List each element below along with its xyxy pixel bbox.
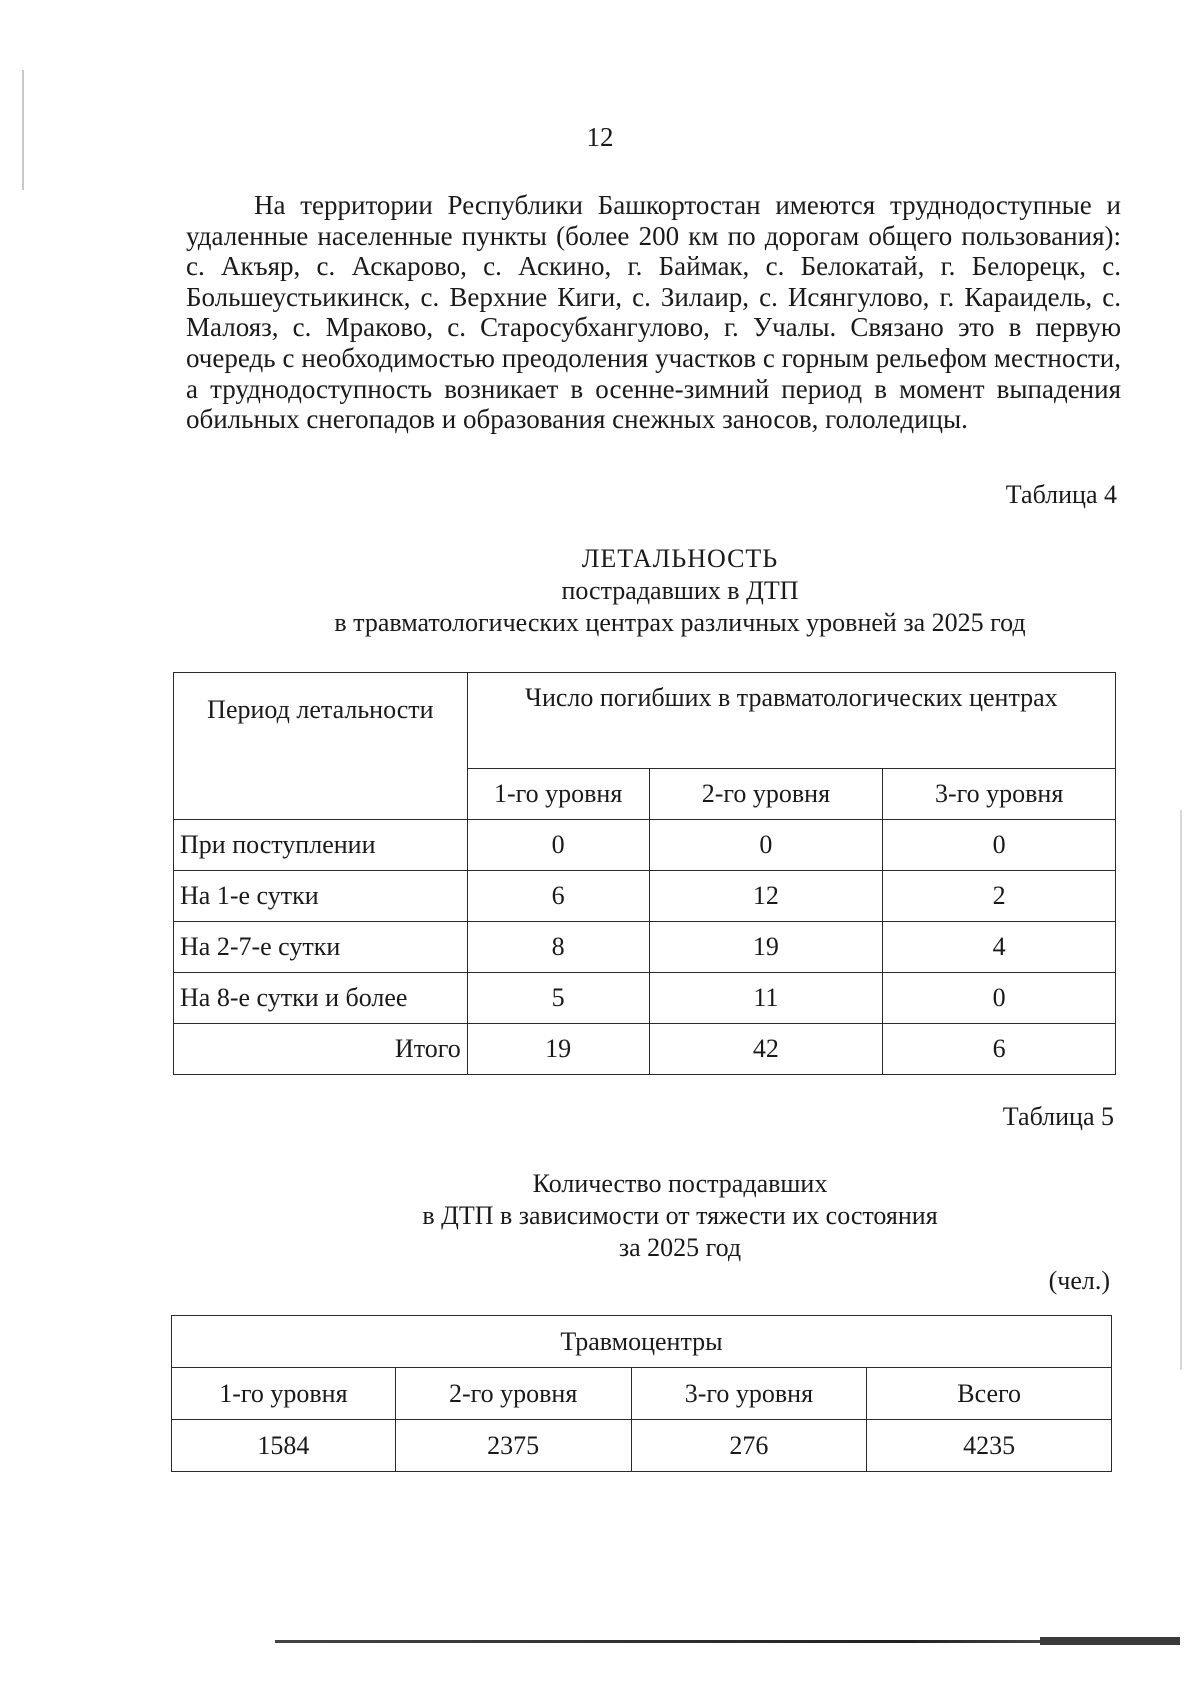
- lethality-table: [173, 672, 1116, 1075]
- header-level2: 2-го уровня: [649, 769, 883, 820]
- header-period: Период летальности: [174, 673, 468, 820]
- body-paragraph: На территории Республики Башкортостан имеются труднодоступные и удаленные населенные пункты (более 200 км по дорогам общего пользования): с. Акъяр, с. Аскарово, с. Аскино, г. Баймак, с. Белокатай, г. Белорецк, с. Большеустьикинск, с. Верхние Киги, с. Зилаир, с. Исянгулово, г. Караидель, с. Малояз, с. Мраково, с. Старосубхангулово, г. Учалы. Связано это в первую очередь с необходимостью преодоления участков с горным рельефом местности, а труднодоступность возникает в осенне-зимний период в момент выпадения обильных снегопадов и образования снежных заносов, гололедицы.: [186, 190, 1121, 435]
- cell-level1: 5: [467, 973, 649, 1024]
- row-label: На 2-7-е сутки: [174, 922, 468, 973]
- injured-count-table: [171, 1315, 1112, 1472]
- table4-caption: [80, 543, 1200, 639]
- cell-level2: 11: [649, 973, 883, 1024]
- header-trauma-centers: Травмоцентры: [172, 1316, 1112, 1368]
- cell-level3: 0: [883, 973, 1116, 1024]
- page-number: 12: [586, 122, 614, 152]
- cell-level2: 2375: [395, 1420, 631, 1472]
- table4-caption-title: ЛЕТАЛЬНОСТЬ: [581, 544, 779, 573]
- table-subheader-row: [172, 1368, 1112, 1420]
- table4-caption-line2: пострадавших в ДТП: [561, 576, 799, 605]
- cell-level1: 8: [467, 922, 649, 973]
- row-label: На 8-е сутки и более: [174, 973, 468, 1024]
- header-level3: 3-го уровня: [883, 769, 1116, 820]
- cell-level3: 0: [883, 820, 1116, 871]
- table-header-row: [174, 673, 1116, 769]
- cell-level3: 4: [883, 922, 1116, 973]
- table-row: [172, 1420, 1112, 1472]
- cell-level2: 12: [649, 871, 883, 922]
- total-level3: 6: [883, 1024, 1116, 1075]
- table4-label: Таблица 4: [1005, 480, 1117, 509]
- table4-caption-line3: в травматологических центрах различных уровней за 2025 год: [334, 608, 1026, 637]
- unit-note: (чел.): [1048, 1266, 1110, 1295]
- cell-level3: 2: [883, 871, 1116, 922]
- table5-caption-line3: за 2025 год: [618, 1233, 742, 1262]
- total-level2: 42: [649, 1024, 883, 1075]
- table-row: [174, 922, 1116, 973]
- table-row: [174, 973, 1116, 1024]
- total-label: Итого: [174, 1024, 468, 1075]
- table5-caption: [80, 1168, 1200, 1264]
- header-total: Всего: [867, 1368, 1112, 1420]
- scan-edge-right: [1180, 810, 1182, 1370]
- header-deaths-group: Число погибших в травматологических центрах: [467, 673, 1115, 769]
- header-level2: 2-го уровня: [395, 1368, 631, 1420]
- bottom-rule-bold: [1040, 1637, 1180, 1645]
- table5-label: Таблица 5: [1002, 1102, 1114, 1131]
- cell-level2: 19: [649, 922, 883, 973]
- table5-caption-line1: Количество пострадавших: [532, 1169, 828, 1198]
- cell-level1: 6: [467, 871, 649, 922]
- header-level1: 1-го уровня: [172, 1368, 396, 1420]
- total-level1: 19: [467, 1024, 649, 1075]
- table-header-row: [172, 1316, 1112, 1368]
- cell-total: 4235: [867, 1420, 1112, 1472]
- cell-level1: 1584: [172, 1420, 396, 1472]
- row-label: При поступлении: [174, 820, 468, 871]
- cell-level2: 0: [649, 820, 883, 871]
- table-row: [174, 871, 1116, 922]
- header-level3: 3-го уровня: [631, 1368, 867, 1420]
- table5-caption-line2: в ДТП в зависимости от тяжести их состояния: [422, 1201, 938, 1230]
- cell-level3: 276: [631, 1420, 867, 1472]
- row-label: На 1-е сутки: [174, 871, 468, 922]
- table-total-row: [174, 1024, 1116, 1075]
- table-row: [174, 820, 1116, 871]
- cell-level1: 0: [467, 820, 649, 871]
- header-level1: 1-го уровня: [467, 769, 649, 820]
